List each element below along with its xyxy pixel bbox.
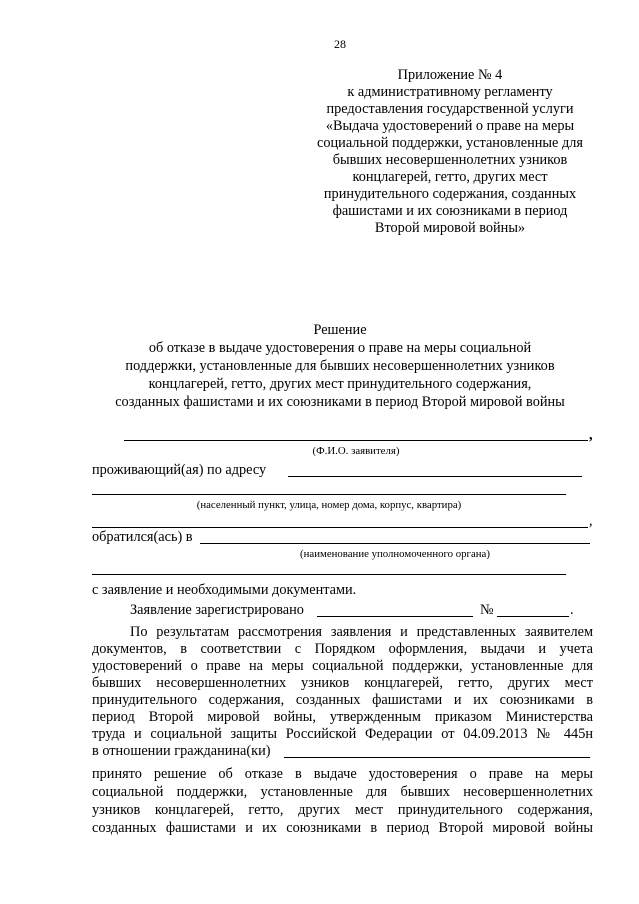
- registered-label: Заявление зарегистрировано: [130, 602, 304, 618]
- citizen-blank-line[interactable]: [284, 757, 590, 758]
- appendix-line: принудительного содержания, созданных: [323, 186, 577, 202]
- paragraph-line: бывших несовершеннолетних узников концлагерей, гетто, других мест: [92, 675, 593, 691]
- applied-label: обратился(ась) в: [92, 529, 193, 545]
- paragraph-line: По результатам рассмотрения заявления и представленных заявителем: [130, 624, 593, 640]
- appendix-line: Приложение № 4: [397, 67, 503, 83]
- decision-subtitle-line: поддержки, установленные для бывших несовершеннолетних узников: [125, 358, 555, 374]
- address-caption: (населенный пункт, улица, номер дома, корпус, квартира): [196, 499, 462, 511]
- appendix-line: социальной поддержки, установленные для: [317, 135, 583, 151]
- registration-date-blank[interactable]: [317, 616, 473, 617]
- address-comma: ,: [589, 513, 593, 529]
- address-blank-line-2[interactable]: [92, 494, 566, 495]
- authority-caption: (наименование уполномоченного органа): [300, 548, 490, 560]
- appendix-line: «Выдача удостоверений о праве на меры: [325, 118, 575, 134]
- with-application-text: с заявление и необходимыми документами.: [92, 582, 357, 598]
- fio-comma: ,: [589, 427, 593, 443]
- appendix-line: бывших несовершеннолетних узников: [332, 152, 568, 168]
- appendix-line: фашистами и их союзниками в период: [332, 203, 568, 219]
- authority-blank-line[interactable]: [200, 543, 590, 544]
- appendix-line: концлагерей, гетто, других мест: [352, 169, 548, 185]
- appendix-line: Второй мировой войны»: [374, 220, 526, 236]
- residing-label: проживающий(ая) по адресу: [92, 462, 267, 478]
- paragraph-line: труда и социальной защиты Российской Федерации от 04.09.2013 № 445н: [92, 726, 593, 742]
- fio-caption: (Ф.И.О. заявителя): [312, 445, 400, 457]
- paragraph-line: документов, в соответствии с Порядком оформления, выдачи и учета: [92, 641, 593, 657]
- paragraph-line: удостоверений о праве на меры социальной поддержки, установленные для: [92, 658, 593, 674]
- address-blank-line-3[interactable]: [92, 527, 588, 528]
- decision-line: созданных фашистами и их союзниками в период Второй мировой войны: [92, 820, 593, 836]
- address-blank-line-1[interactable]: [288, 476, 582, 477]
- appendix-line: к административному регламенту: [347, 84, 553, 100]
- number-sign: №: [480, 602, 494, 618]
- decision-subtitle-line: концлагерей, гетто, других мест принудительного содержания,: [148, 376, 532, 392]
- registration-number-blank[interactable]: [497, 616, 569, 617]
- citizen-label: в отношении гражданина(ки): [92, 743, 271, 759]
- paragraph-line: принудительного содержания, созданных фашистами и их союзниками в: [92, 692, 593, 708]
- page-number: 28: [334, 37, 346, 51]
- authority-blank-line-2[interactable]: [92, 574, 566, 575]
- decision-line: социальной поддержки, установленные для бывших несовершеннолетних: [92, 784, 593, 800]
- decision-line: принято решение об отказе в выдаче удостоверения о праве на меры: [92, 766, 593, 782]
- decision-subtitle-line: об отказе в выдаче удостоверения о праве на меры социальной: [148, 340, 532, 356]
- decision-subtitle-line: созданных фашистами и их союзниками в период Второй мировой войны: [115, 394, 565, 410]
- registration-period: .: [570, 602, 574, 618]
- fio-blank-line[interactable]: [124, 440, 588, 441]
- appendix-line: предоставления государственной услуги: [326, 101, 574, 117]
- decision-title: Решение: [313, 322, 367, 338]
- paragraph-line: период Второй мировой войны, утвержденным приказом Министерства: [92, 709, 593, 725]
- decision-line: узников концлагерей, гетто, других мест принудительного содержания,: [92, 802, 593, 818]
